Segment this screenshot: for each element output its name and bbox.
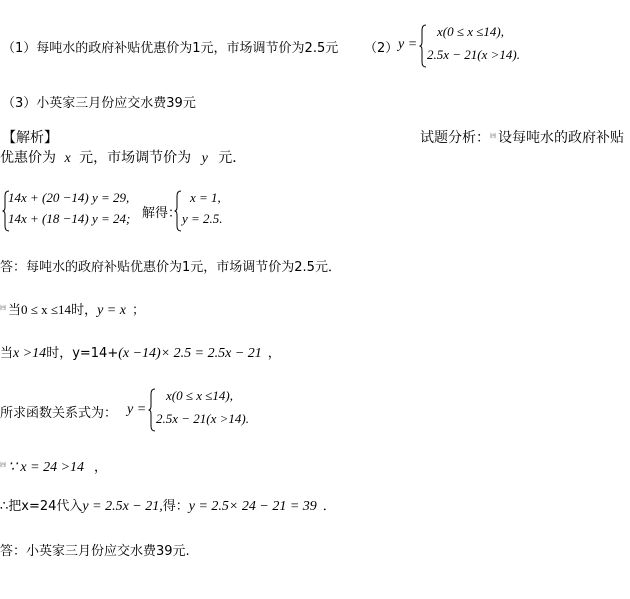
answer-2-case1: x(0 ≤ x ≤14), (437, 24, 504, 39)
intro-text-c: 元． (218, 150, 247, 166)
brace-icon (148, 388, 156, 432)
therefore-calc: y = 2.5× 24 − 21 = 39 (188, 499, 317, 514)
intro-text-b: 元，市场调节价为 (79, 150, 192, 166)
analysis-intro-right-label: 试题分析： (420, 130, 490, 146)
brace-icon (174, 190, 182, 232)
therefore-b: x=24代入 (21, 499, 83, 514)
because-line (0, 456, 107, 476)
brace-icon (419, 24, 427, 68)
answer-2-case2: 2.5x − 21(x >14). (427, 47, 520, 62)
case-a (0, 299, 145, 319)
solve-label: 解得： (142, 206, 182, 221)
case-b-eq: (x −14)× 2.5 = 2.5x − 21 (118, 346, 262, 361)
case-a-prefix: 当 (8, 303, 22, 318)
formula-marker-icon: ㈣ (0, 462, 7, 469)
func-label: 所求函数关系式为： (0, 406, 118, 421)
solution-2: y = 2.5. (182, 211, 223, 226)
case-b-mid: 时，y=14+ (46, 346, 119, 361)
answer-3-label: （3） (2, 96, 37, 111)
answer-1-label: （1） (2, 41, 37, 56)
therefore-eq: y = 2.5x − 21, (82, 499, 163, 514)
answer-1 (2, 37, 338, 56)
equation-1: 14x + (20 −14) y = 29, (8, 190, 130, 205)
therefore-c: 得： (162, 499, 189, 514)
answer-3-text: 小英家三月份应交水费39元 (36, 96, 196, 111)
solution-system (174, 189, 244, 233)
conclusion-2: 答：小英家三月份应交水费39元. (0, 544, 190, 559)
case-b-end: ， (267, 346, 281, 361)
because-expr: ∵ x = 24 >14 (8, 460, 85, 475)
answer-2-lhs: y = (398, 37, 418, 52)
analysis-intro-right (420, 127, 624, 147)
case-a-eq: y = x (97, 303, 126, 318)
therefore-line (0, 495, 336, 515)
conclusion-1: 答：每吨水的政府补贴优惠价为1元，市场调节价为2.5元． (0, 260, 341, 275)
func-case1: x(0 ≤ x ≤14), (166, 388, 233, 403)
intro-text-a: 优惠价为 (0, 150, 56, 166)
func-lhs: y = (127, 402, 147, 417)
case-b-prefix: 当 (0, 346, 14, 361)
answer-2-piecewise (419, 22, 569, 70)
equation-2: 14x + (18 −14) y = 24; (8, 211, 131, 226)
analysis-intro-line2 (0, 147, 246, 167)
answer-3 (2, 92, 196, 111)
intro-var-y: y (201, 151, 208, 166)
case-a-cond: 0 ≤ x ≤14 (21, 302, 72, 317)
case-a-end: ； (131, 303, 145, 318)
answer-1-text: 每吨水的政府补贴优惠价为1元，市场调节价为2.5元 (36, 41, 339, 56)
analysis-intro-right-tail: 设每吨水的政府补贴 (498, 130, 625, 146)
because-end: ， (94, 460, 108, 475)
analysis-heading: 【解析】 (2, 130, 58, 146)
func-case2: 2.5x − 21(x >14). (156, 411, 249, 426)
formula-marker-icon: ㈣ (490, 133, 497, 140)
case-b (0, 342, 281, 362)
solution-1: x = 1, (190, 190, 221, 205)
intro-var-x: x (64, 151, 71, 166)
case-a-mid: 时， (71, 303, 98, 318)
therefore-a: ∴把 (0, 499, 22, 514)
formula-marker-icon: ㈣ (0, 305, 7, 312)
func-piecewise (148, 386, 298, 434)
case-b-cond: x >14 (13, 346, 47, 361)
answer-2-label: （2） (364, 41, 399, 56)
therefore-end: ． (322, 499, 336, 514)
